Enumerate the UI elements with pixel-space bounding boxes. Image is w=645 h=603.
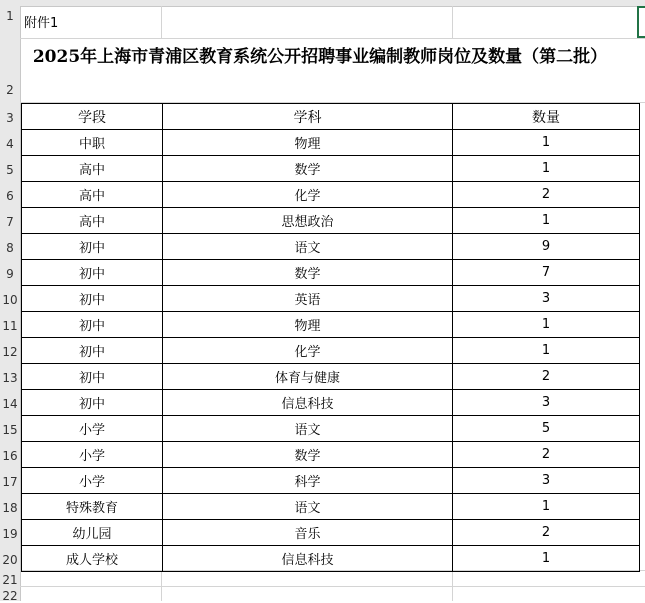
cell-subject[interactable]: 英语	[163, 286, 453, 312]
table-row	[22, 234, 640, 260]
cell-count[interactable]: 2	[453, 442, 640, 468]
cell-count[interactable]: 1	[453, 338, 640, 364]
table-row	[22, 312, 640, 338]
cell-subject[interactable]: 科学	[163, 468, 453, 494]
cell-stage[interactable]: 高中	[22, 156, 163, 182]
cell-subject[interactable]: 音乐	[163, 520, 453, 546]
column-header-strip[interactable]	[0, 0, 645, 7]
row-number[interactable]: 17	[2, 475, 18, 489]
row-number[interactable]: 13	[2, 371, 18, 385]
cell-stage[interactable]: 小学	[22, 468, 163, 494]
table-row	[22, 390, 640, 416]
table-row	[22, 520, 640, 546]
row-number[interactable]: 9	[6, 267, 14, 281]
table-row	[22, 468, 640, 494]
table-row	[22, 364, 640, 390]
cell-subject[interactable]: 物理	[163, 130, 453, 156]
gridline-vertical	[161, 6, 162, 38]
attachment-note[interactable]: 附件1	[24, 16, 59, 31]
table-row	[22, 416, 640, 442]
table-row	[22, 156, 640, 182]
table-row	[22, 442, 640, 468]
row-number[interactable]: 19	[2, 527, 18, 541]
cell-subject[interactable]: 思想政治	[163, 208, 453, 234]
gridline-vertical	[452, 570, 453, 601]
row-number[interactable]: 4	[6, 137, 14, 151]
cell-subject[interactable]: 语文	[163, 416, 453, 442]
cell-stage[interactable]: 小学	[22, 416, 163, 442]
table-row	[22, 208, 640, 234]
positions-table	[21, 103, 640, 572]
header-stage[interactable]: 学段	[22, 104, 163, 130]
row-number[interactable]: 3	[6, 111, 14, 125]
row-number[interactable]: 11	[2, 319, 18, 333]
row-number[interactable]: 22	[2, 589, 18, 603]
cell-subject[interactable]: 数学	[163, 260, 453, 286]
row-number[interactable]: 5	[6, 163, 14, 177]
active-cell-cursor[interactable]	[637, 6, 645, 38]
gridline-horizontal	[20, 586, 645, 587]
cell-subject[interactable]: 体育与健康	[163, 364, 453, 390]
cell-stage[interactable]: 初中	[22, 364, 163, 390]
cell-stage[interactable]: 初中	[22, 338, 163, 364]
table-row	[22, 182, 640, 208]
cell-subject[interactable]: 物理	[163, 312, 453, 338]
cell-stage[interactable]: 初中	[22, 260, 163, 286]
row-number[interactable]: 15	[2, 423, 18, 437]
cell-stage[interactable]: 初中	[22, 286, 163, 312]
cell-subject[interactable]: 数学	[163, 156, 453, 182]
cell-count[interactable]: 9	[453, 234, 640, 260]
row-number[interactable]: 10	[2, 293, 18, 307]
cell-stage[interactable]: 高中	[22, 182, 163, 208]
cell-count[interactable]: 1	[453, 546, 640, 572]
cell-count[interactable]: 3	[453, 468, 640, 494]
cell-stage[interactable]: 高中	[22, 208, 163, 234]
cell-stage[interactable]: 中职	[22, 130, 163, 156]
cell-subject[interactable]: 化学	[163, 338, 453, 364]
row-number[interactable]: 16	[2, 449, 18, 463]
gridline-horizontal	[20, 38, 645, 39]
gridline-vertical	[161, 570, 162, 601]
cell-count[interactable]: 1	[453, 494, 640, 520]
row-number[interactable]: 7	[6, 215, 14, 229]
cell-subject[interactable]: 数学	[163, 442, 453, 468]
cell-stage[interactable]: 初中	[22, 312, 163, 338]
cell-subject[interactable]: 语文	[163, 234, 453, 260]
header-count[interactable]: 数量	[453, 104, 640, 130]
row-number[interactable]: 8	[6, 241, 14, 255]
table-header-row	[22, 104, 640, 130]
cell-stage[interactable]: 初中	[22, 390, 163, 416]
cell-stage[interactable]: 初中	[22, 234, 163, 260]
cell-subject[interactable]: 化学	[163, 182, 453, 208]
row-number[interactable]: 21	[2, 573, 18, 587]
row-number[interactable]: 6	[6, 189, 14, 203]
cell-stage[interactable]: 特殊教育	[22, 494, 163, 520]
row-number[interactable]: 18	[2, 501, 18, 515]
cell-stage[interactable]: 幼儿园	[22, 520, 163, 546]
cell-subject[interactable]: 信息科技	[163, 390, 453, 416]
gridline-vertical	[452, 6, 453, 38]
row-number[interactable]: 2	[6, 83, 14, 97]
table-row	[22, 286, 640, 312]
cell-count[interactable]: 3	[453, 390, 640, 416]
table-row	[22, 130, 640, 156]
cell-count[interactable]: 5	[453, 416, 640, 442]
cell-count[interactable]: 7	[453, 260, 640, 286]
row-number[interactable]: 12	[2, 345, 18, 359]
cell-count[interactable]: 2	[453, 520, 640, 546]
cell-count[interactable]: 1	[453, 208, 640, 234]
cell-count[interactable]: 2	[453, 364, 640, 390]
cell-subject[interactable]: 信息科技	[163, 546, 453, 572]
cell-stage[interactable]: 成人学校	[22, 546, 163, 572]
table-row	[22, 260, 640, 286]
row-number[interactable]: 20	[2, 553, 18, 567]
cell-count[interactable]: 1	[453, 156, 640, 182]
row-number[interactable]: 1	[6, 9, 14, 23]
cell-stage[interactable]: 小学	[22, 442, 163, 468]
cell-count[interactable]: 1	[453, 130, 640, 156]
row-number[interactable]: 14	[2, 397, 18, 411]
sheet-title[interactable]: 2025年上海市青浦区教育系统公开招聘事业编制教师岗位及数量（第二批）	[32, 47, 608, 67]
cell-count[interactable]: 3	[453, 286, 640, 312]
cell-count[interactable]: 1	[453, 312, 640, 338]
cell-count[interactable]: 2	[453, 182, 640, 208]
table-row	[22, 494, 640, 520]
header-subject[interactable]: 学科	[163, 104, 453, 130]
cell-subject[interactable]: 语文	[163, 494, 453, 520]
table-row	[22, 546, 640, 572]
table-row	[22, 338, 640, 364]
